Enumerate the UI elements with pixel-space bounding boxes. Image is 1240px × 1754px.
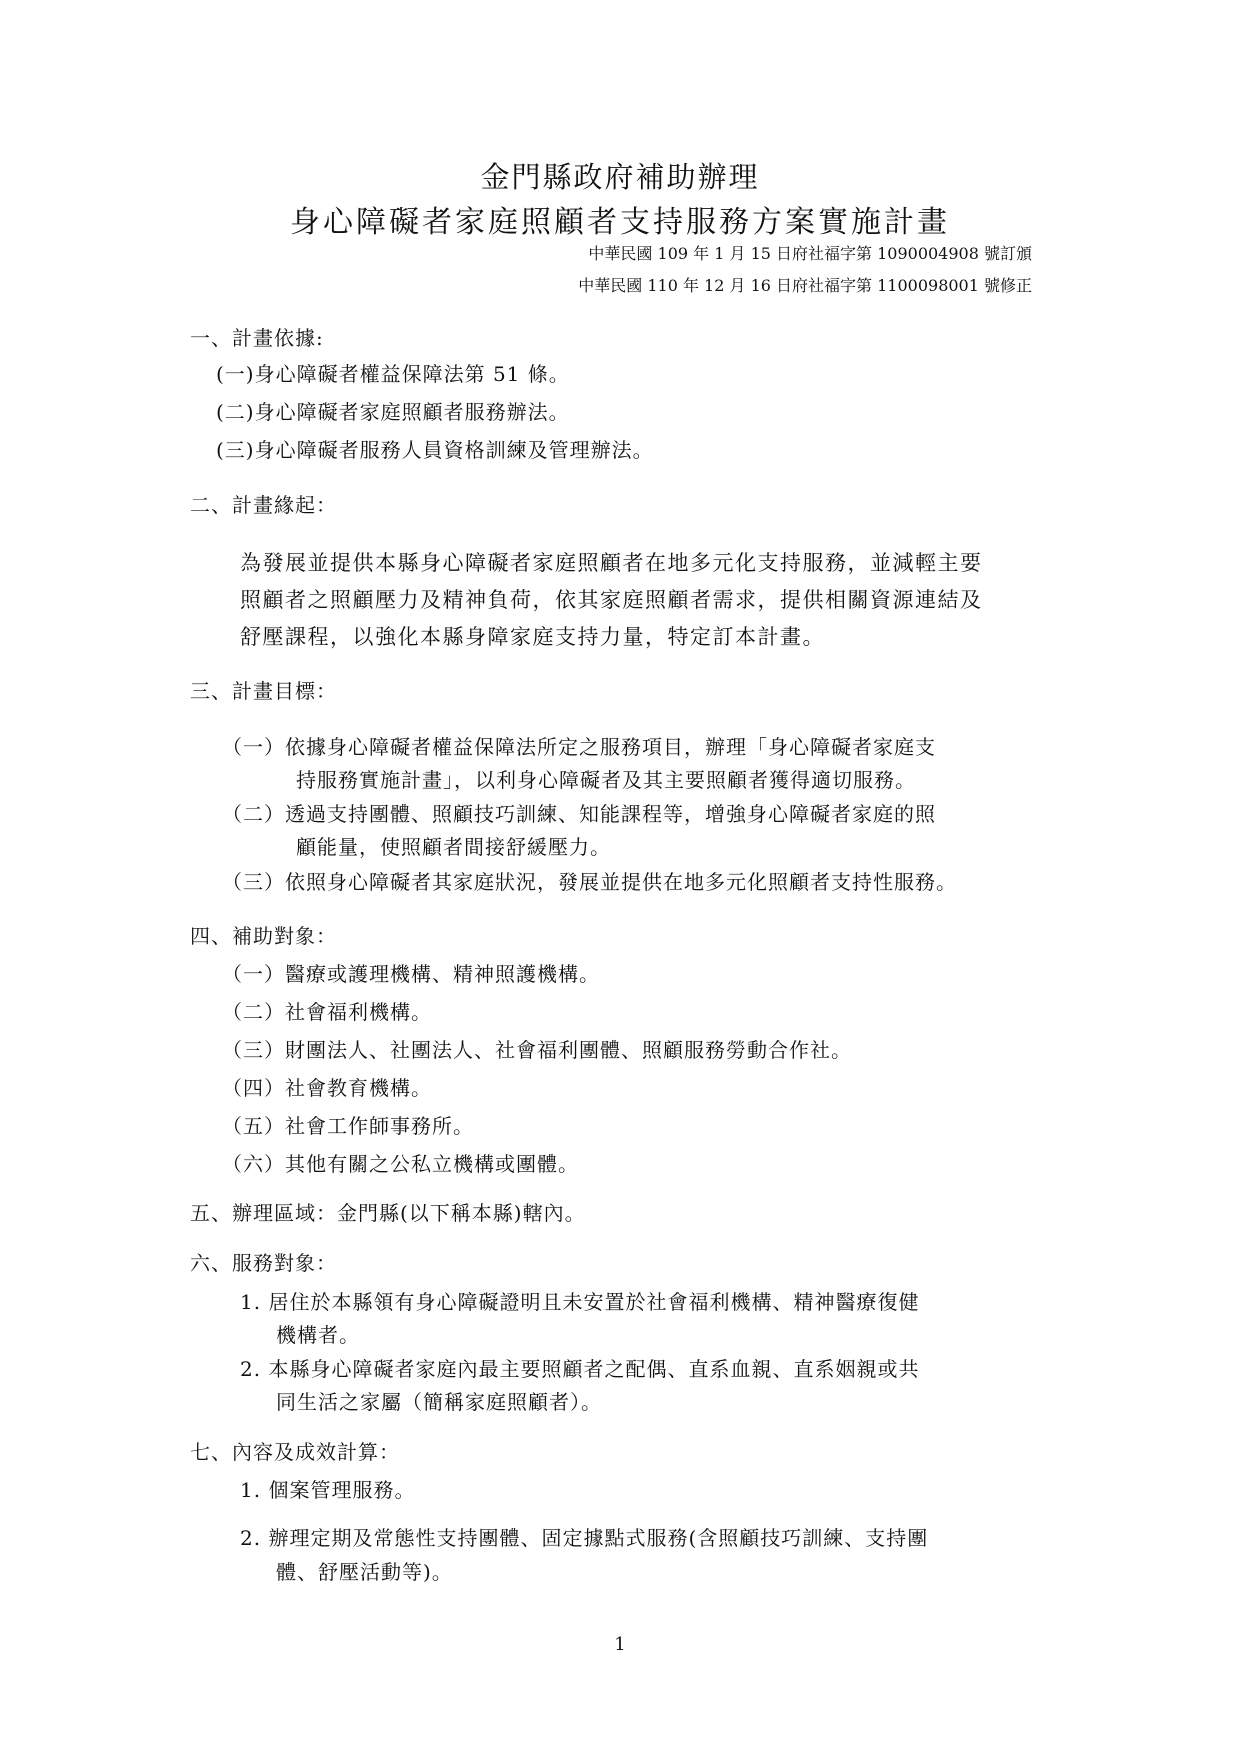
- paragraph-line: 照顧者之照顧壓力及精神負荷，依其家庭照顧者需求，提供相關資源連結及: [240, 588, 983, 612]
- list-item: （一）醫療或護理機構、精神照護機構。: [222, 962, 600, 986]
- numbered-line: 2. 本縣身心障礙者家庭內最主要照顧者之配偶、直系血親、直系姻親或共: [240, 1357, 920, 1381]
- issue-note: 中華民國 109 年 1 月 15 日府社福字第 1090004908 號訂頒: [588, 244, 1032, 263]
- section-heading-service-recipients: 六、服務對象：: [190, 1251, 337, 1275]
- section-heading-goals: 三、計畫目標：: [190, 679, 337, 703]
- paragraph-line: 舒壓課程，以強化本縣身障家庭支持力量，特定訂本計畫。: [240, 625, 825, 649]
- section-heading-service-area: 五、辦理區域：金門縣(以下稱本縣)轄內。: [190, 1201, 586, 1225]
- list-item: (三)身心障礙者服務人員資格訓練及管理辦法。: [216, 438, 654, 462]
- numbered-line: 1. 居住於本縣領有身心障礙證明且未安置於社會福利機構、精神醫療復健: [240, 1290, 920, 1314]
- section-heading-subsidy-targets: 四、補助對象：: [190, 924, 337, 948]
- numbered-line: 1. 個案管理服務。: [240, 1478, 416, 1502]
- page-number: 1: [614, 1634, 626, 1655]
- numbered-line: 2. 辦理定期及常態性支持團體、固定據點式服務(含照顧技巧訓練、支持團: [240, 1526, 929, 1550]
- numbered-line: 同生活之家屬（簡稱家庭照顧者）。: [276, 1390, 602, 1414]
- list-item: (一)身心障礙者權益保障法第 51 條。: [216, 362, 570, 386]
- numbered-line: 體、舒壓活動等)。: [276, 1560, 453, 1584]
- document-title-line2: 身心障礙者家庭照顧者支持服務方案實施計畫: [290, 205, 950, 240]
- list-item: (二)身心障礙者家庭照顧者服務辦法。: [216, 400, 570, 424]
- list-item: （二）社會福利機構。: [222, 1000, 432, 1024]
- list-item: （三）財團法人、社團法人、社會福利團體、照顧服務勞動合作社。: [222, 1038, 852, 1062]
- numbered-line: 機構者。: [276, 1323, 360, 1347]
- amendment-note: 中華民國 110 年 12 月 16 日府社福字第 1100098001 號修正: [578, 276, 1032, 295]
- goal-line: 顧能量，使照顧者間接舒緩壓力。: [296, 835, 611, 859]
- goal-line: 持服務實施計畫」，以利身心障礙者及其主要照顧者獲得適切服務。: [296, 768, 916, 792]
- goal-line: （三）依照身心障礙者其家庭狀況，發展並提供在地多元化照顧者支持性服務。: [222, 870, 957, 894]
- paragraph-line: 為發展並提供本縣身心障礙者家庭照顧者在地多元化支持服務，並減輕主要: [240, 551, 983, 575]
- list-item: （四）社會教育機構。: [222, 1076, 432, 1100]
- section-heading-content-evaluation: 七、內容及成效計算：: [190, 1440, 400, 1464]
- list-item: （五）社會工作師事務所。: [222, 1114, 474, 1138]
- section-heading-origin: 二、計畫緣起：: [190, 493, 337, 517]
- goal-line: （一）依據身心障礙者權益保障法所定之服務項目，辦理「身心障礙者家庭支: [222, 735, 936, 759]
- goal-line: （二）透過支持團體、照顧技巧訓練、知能課程等，增強身心障礙者家庭的照: [222, 802, 936, 826]
- section-heading-basis: 一、計畫依據:: [190, 326, 324, 350]
- document-title-line1: 金門縣政府補助辦理: [480, 160, 760, 194]
- list-item: （六）其他有關之公私立機構或團體。: [222, 1152, 579, 1176]
